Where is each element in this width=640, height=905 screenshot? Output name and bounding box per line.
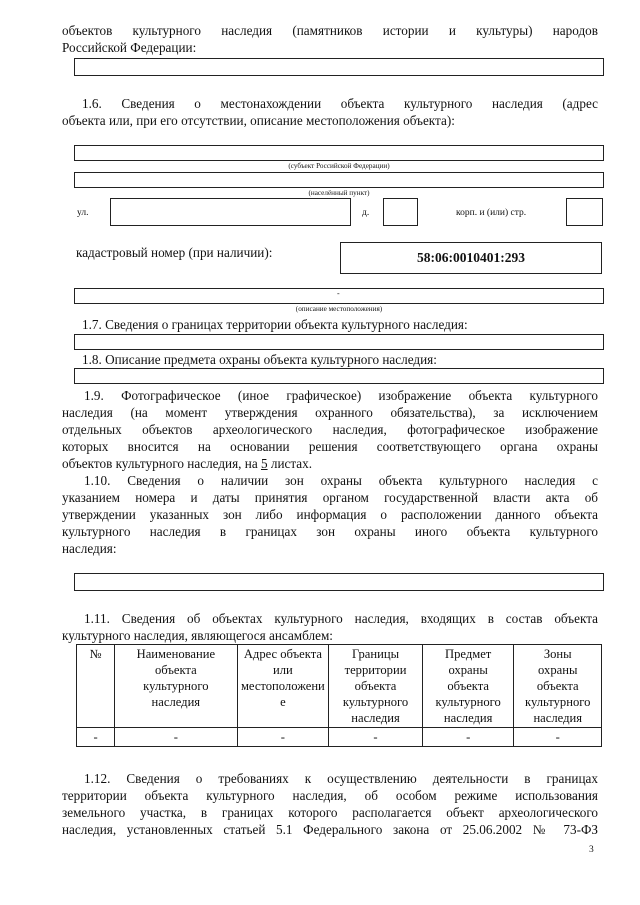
s1-12-line-1: 1.12. Сведения о требованиях к осуществлению деятельности в границах — [84, 771, 598, 786]
s1-6-line-1: 1.6. Сведения о местонахождении объекта культурного наследия (адрес — [82, 96, 598, 111]
s1-12-line-2: территории объекта культурного наследия, об особом режиме использования — [62, 788, 598, 803]
s1-10-line-4: культурного наследия в границах зон охраны иного объекта культурного — [62, 524, 598, 539]
s1-9-line-1: 1.9. Фотографическое (иное графическое) изображение объекта культурного — [84, 388, 598, 403]
s1-10-line-2: указанием номера и даты принятия органом государственной власти акта об — [62, 490, 598, 505]
cadastral-label: кадастровый номер (при наличии): — [76, 245, 273, 260]
s1-9-line-5 — [62, 455, 598, 473]
settlement-caption: (населённый пункт) — [308, 189, 370, 197]
intro-field-box — [74, 58, 604, 76]
header-cell-boundaries: Границы территории объекта культурного наследия — [329, 645, 423, 728]
s1-11-line-2: культурного наследия, являющегося ансамблем: — [62, 628, 333, 643]
location-mark: - — [337, 289, 340, 298]
s1-8-text: 1.8. Описание предмета охраны объекта культурного наследия: — [82, 352, 437, 367]
table-cell: - — [115, 728, 238, 747]
s1-9-line-4: которых вносится на основании решения соответствующего органа охраны — [62, 439, 598, 454]
s1-12-line-3: земельного участка, в границах которого располагается объект археологического — [62, 805, 598, 820]
page-number: 3 — [589, 845, 594, 855]
table-cell: - — [329, 728, 423, 747]
table-cell: - — [237, 728, 329, 747]
header-cell-protection-subject: Предмет охраны объекта культурного наследия — [422, 645, 514, 728]
intro-line-1: объектов культурного наследия (памятников истории и культуры) народов — [62, 23, 598, 38]
table-cell: - — [514, 728, 602, 747]
header-cell-address: Адрес объекта или местоположени е — [237, 645, 329, 728]
s1-7-text: 1.7. Сведения о границах территории объекта культурного наследия: — [82, 317, 468, 332]
intro-line-2: Российской Федерации: — [62, 40, 197, 55]
s1-9-line-5-prefix: объектов культурного наследия, на — [62, 456, 258, 471]
s1-6-line-2: объекта или, при его отсутствии, описание местоположения объекта): — [62, 113, 455, 128]
cadastral-value: 58:06:0010401:293 — [417, 250, 525, 265]
s1-8-field-box — [74, 368, 604, 384]
table-row — [77, 728, 602, 747]
header-cell-number: № — [77, 645, 115, 728]
subject-caption: (субъект Российской Федерации) — [288, 162, 390, 170]
s1-7-field-box — [74, 334, 604, 350]
house-field-box — [383, 198, 418, 226]
settlement-field-box — [74, 172, 604, 188]
s1-10-line-5: наследия: — [62, 541, 117, 556]
location-field-box — [74, 288, 604, 304]
street-field-box — [110, 198, 351, 226]
house-label: д. — [362, 208, 370, 218]
s1-10-line-3: утверждении указанных зон либо информация о расположении данного объекта — [62, 507, 598, 522]
ensemble-table — [76, 644, 602, 747]
s1-9-line-3: отдельных объектов археологического наследия, фотографическое изображение — [62, 422, 598, 437]
table-cell: - — [77, 728, 115, 747]
header-cell-protection-zones: Зоны охраны объекта культурного наследия — [514, 645, 602, 728]
s1-10-field-box — [74, 573, 604, 591]
building-field-box — [566, 198, 603, 226]
s1-9-line-2: наследия (на момент утверждения охранного обязательства), за исключением — [62, 405, 598, 420]
s1-12-line-4: наследия, установленных статьей 5.1 Федерального закона от 25.06.2002 № 73-ФЗ — [62, 822, 598, 837]
s1-10-line-1: 1.10. Сведения о наличии зон охраны объекта культурного наследия с — [84, 473, 598, 488]
location-caption: (описание местоположения) — [295, 305, 383, 313]
table-header-row — [77, 645, 602, 728]
s1-9-line-5-suffix: листах. — [270, 456, 313, 471]
building-label: корп. и (или) стр. — [456, 208, 527, 218]
table-cell: - — [422, 728, 514, 747]
street-label: ул. — [77, 208, 89, 218]
header-cell-name: Наименование объекта культурного наследия — [115, 645, 238, 728]
sheets-count: 5 — [260, 456, 268, 471]
s1-11-line-1: 1.11. Сведения об объектах культурного наследия, входящих в состав объекта — [84, 611, 598, 626]
cadastral-value-box — [340, 242, 602, 274]
subject-field-box — [74, 145, 604, 161]
